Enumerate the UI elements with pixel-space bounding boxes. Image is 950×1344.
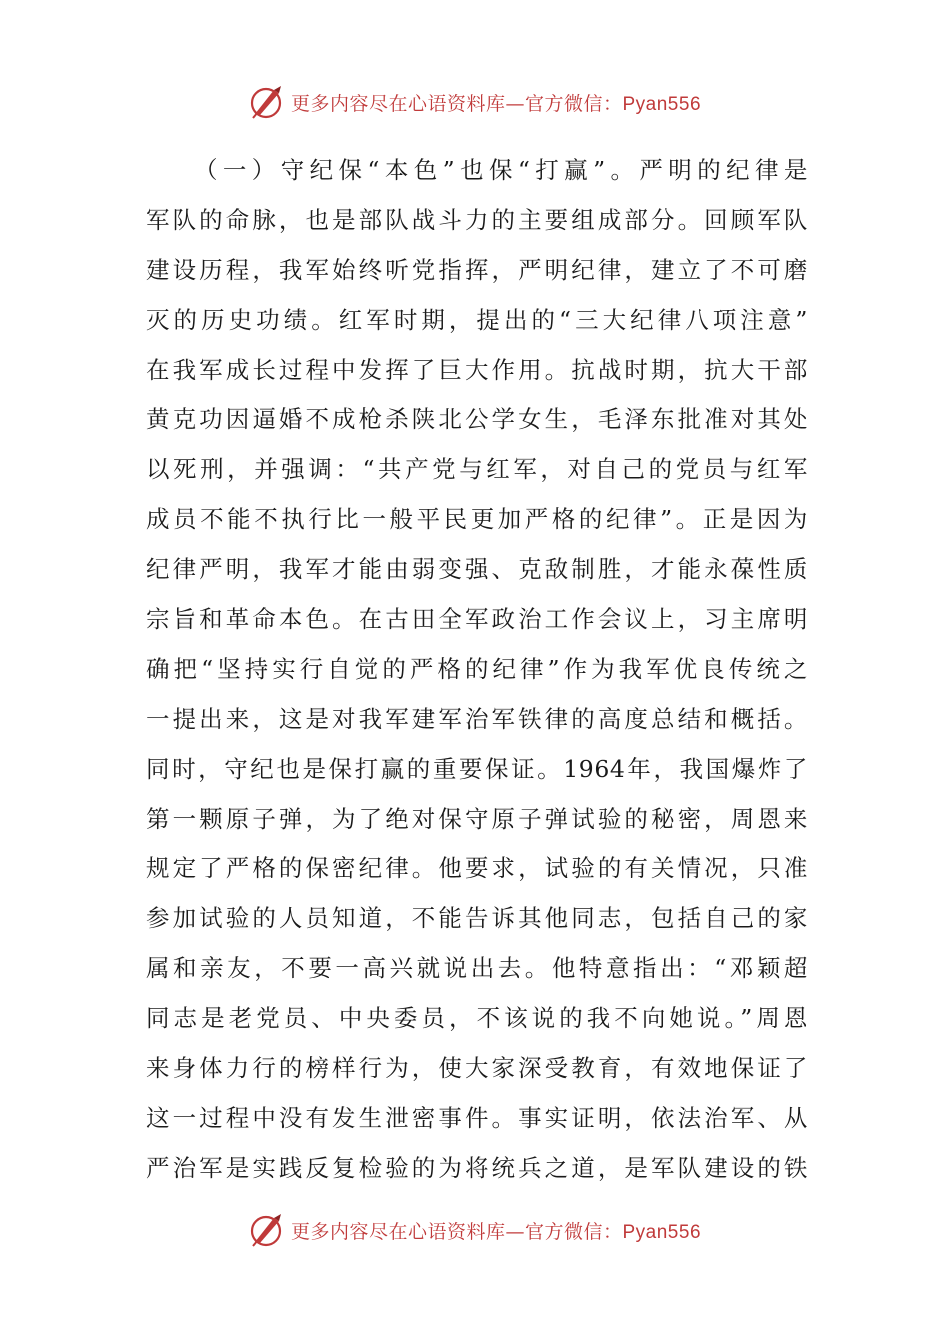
paragraph-line: 确把“坚持实行自觉的严格的纪律”作为我军优良传统之 [146, 654, 808, 683]
paragraph-line: （一）守纪保“本色”也保“打赢”。严明的纪律是 [194, 156, 808, 184]
banner-text [291, 89, 701, 116]
wechat-id: Pyan556 [622, 1221, 702, 1243]
banner-text [291, 1217, 701, 1244]
wechat-id: Pyan556 [622, 93, 702, 115]
header-banner [0, 82, 950, 122]
paragraph-line: 成员不能不执行比一般平民更加严格的纪律”。正是因为 [146, 505, 808, 534]
paragraph-line: 属和亲友，不要一高兴就说出去。他特意指出：“邓颖超 [146, 954, 808, 983]
body-text [146, 146, 808, 1194]
paragraph-line: 同时，守纪也是保打赢的重要保证。1964年，我国爆炸了 [146, 754, 808, 783]
quill-logo-icon [249, 1212, 285, 1248]
paragraph-line: 这一过程中没有发生泄密事件。事实证明，依法治军、从 [146, 1103, 808, 1132]
paragraph-line: 纪律严明，我军才能由弱变强、克敌制胜，才能永葆性质 [146, 555, 808, 584]
paragraph-line: 规定了严格的保密纪律。他要求，试验的有关情况，只准 [146, 854, 808, 883]
banner-label: 更多内容尽在心语资料库—官方微信： [290, 92, 623, 115]
paragraph-line: 来身体力行的榜样行为，使大家深受教育，有效地保证了 [146, 1054, 808, 1083]
paragraph-line: 宗旨和革命本色。在古田全军政治工作会议上，习主席明 [146, 605, 808, 634]
paragraph-line: 严治军是实践反复检验的为将统兵之道，是军队建设的铁 [146, 1153, 808, 1182]
paragraph-line: 一提出来，这是对我军建军治军铁律的高度总结和概括。 [146, 704, 808, 733]
paragraph-line: 建设历程，我军始终听党指挥，严明纪律，建立了不可磨 [146, 255, 808, 284]
paragraph-line: 在我军成长过程中发挥了巨大作用。抗战时期，抗大干部 [146, 355, 808, 384]
paragraph-line: 黄克功因逼婚不成枪杀陕北公学女生，毛泽东批准对其处 [146, 405, 808, 434]
paragraph-line: 同志是老党员、中央委员，不该说的我不向她说。”周恩 [146, 1004, 808, 1033]
footer-banner [0, 1210, 950, 1250]
paragraph-line: 第一颗原子弹，为了绝对保守原子弹试验的秘密，周恩来 [146, 804, 808, 833]
quill-logo-icon [249, 84, 285, 120]
paragraph-line: 以死刑，并强调：“共产党与红军，对自己的党员与红军 [146, 455, 808, 484]
paragraph-line: 参加试验的人员知道，不能告诉其他同志，包括自己的家 [146, 904, 808, 933]
paragraph-line: 军队的命脉，也是部队战斗力的主要组成部分。回顾军队 [146, 205, 808, 234]
paragraph-line: 灭的历史功绩。红军时期，提出的“三大纪律八项注意” [146, 305, 808, 334]
banner-label: 更多内容尽在心语资料库—官方微信： [290, 1220, 623, 1243]
